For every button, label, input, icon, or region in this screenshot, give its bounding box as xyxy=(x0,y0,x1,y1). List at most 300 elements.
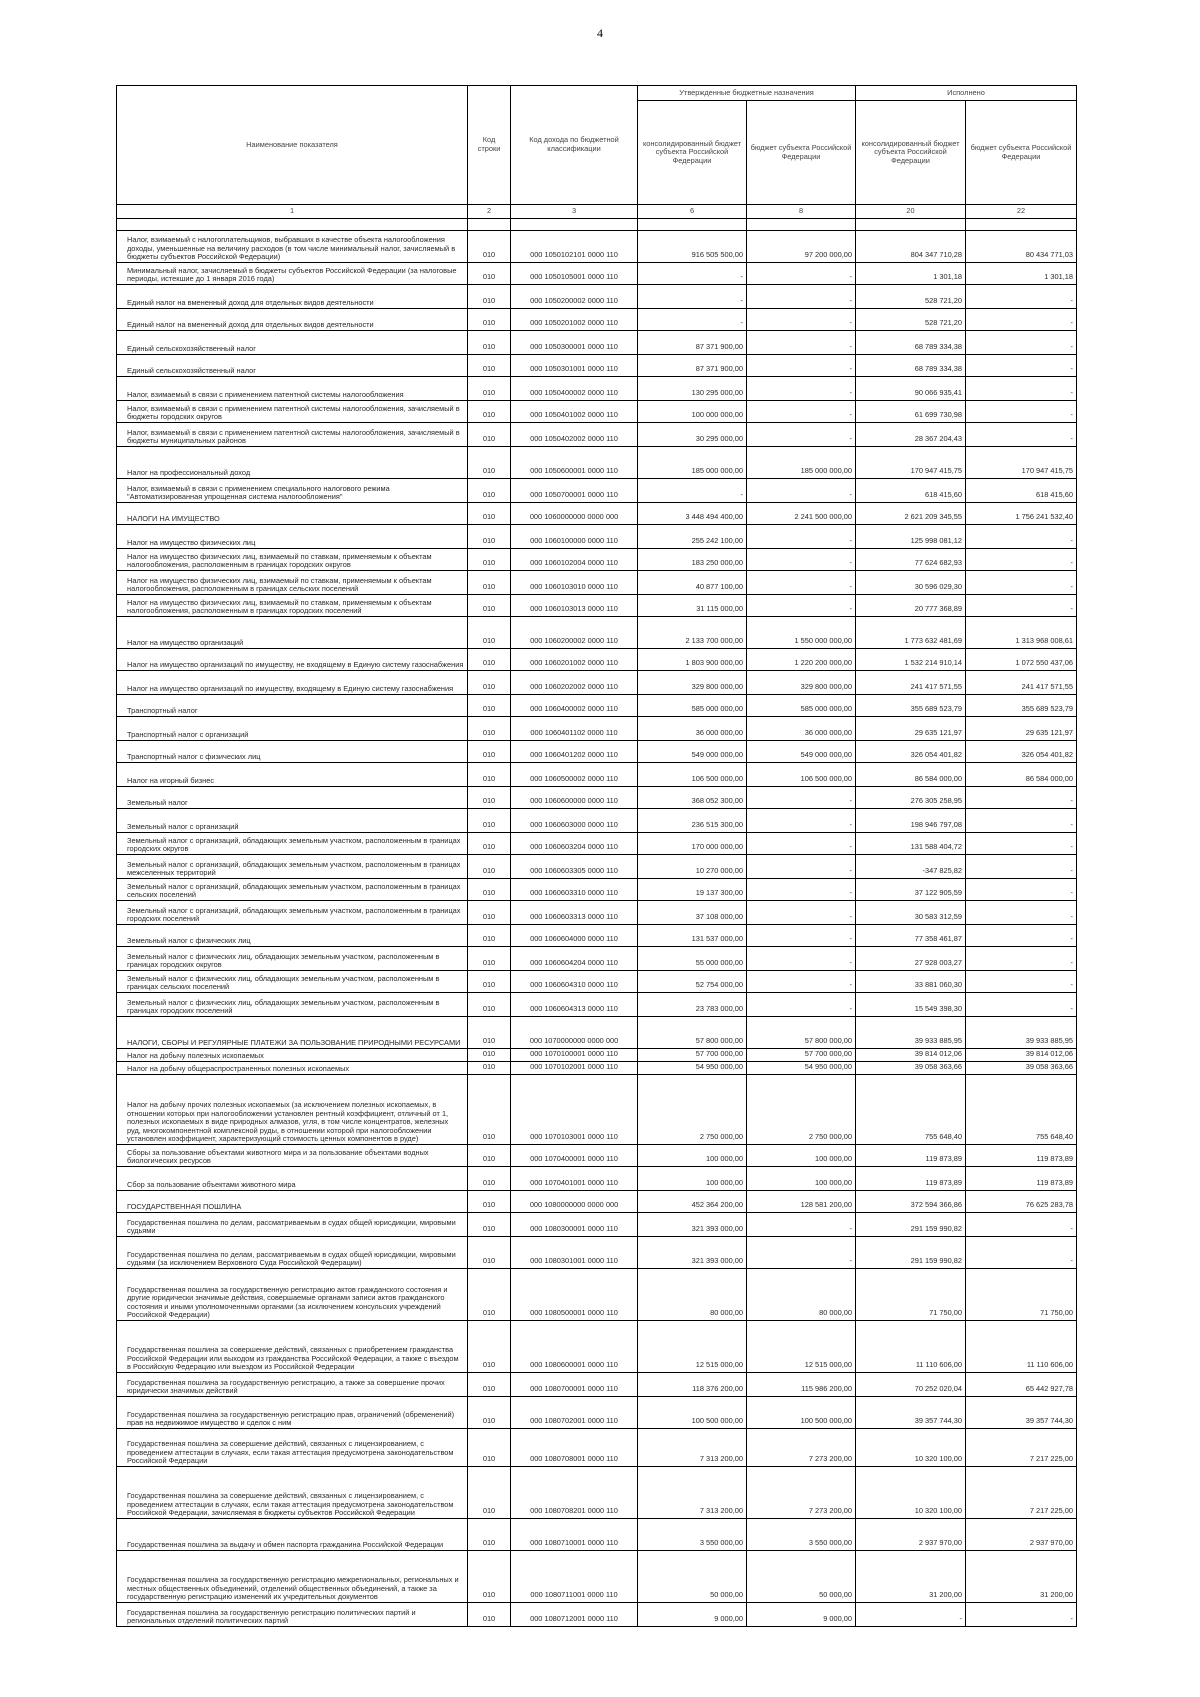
table-row xyxy=(117,401,1077,423)
executed-subject-cell: - xyxy=(966,401,1077,423)
approved-consolidated-cell: 36 000 000,00 xyxy=(638,717,747,741)
row-kbk-cell: 000 1050200002 0000 110 xyxy=(511,285,638,309)
executed-subject-cell: - xyxy=(966,549,1077,571)
approved-consolidated-cell: 100 000 000,00 xyxy=(638,401,747,423)
approved-subject-cell: 3 550 000,00 xyxy=(747,1519,856,1551)
row-name-cell: Налог на имущество физических лиц xyxy=(117,525,468,549)
row-name-cell: Земельный налог с физических лиц xyxy=(117,925,468,947)
row-kbk-cell: 000 1060603310 0000 110 xyxy=(511,879,638,901)
table-row xyxy=(117,1321,1077,1373)
row-kbk-cell: 000 1060603305 0000 110 xyxy=(511,855,638,879)
table-row xyxy=(117,695,1077,717)
executed-consolidated-cell: 119 873,89 xyxy=(856,1145,966,1167)
column-number: 1 xyxy=(117,205,468,219)
executed-consolidated-cell: 119 873,89 xyxy=(856,1167,966,1191)
row-name-cell: Налог на имущество физических лиц, взимаемый по ставкам, применяемым к объектам налогообложения, расположенным в границах городских поселений xyxy=(117,595,468,617)
row-kbk-cell: 000 1080710001 0000 110 xyxy=(511,1519,638,1551)
executed-subject-cell: 755 648,40 xyxy=(966,1075,1077,1145)
approved-consolidated-cell: 3 448 494 400,00 xyxy=(638,503,747,525)
executed-subject-cell: - xyxy=(966,1603,1077,1627)
table-row xyxy=(117,1213,1077,1237)
row-kbk-cell: 000 1070102001 0000 110 xyxy=(511,1062,638,1075)
approved-consolidated-cell: 40 877 100,00 xyxy=(638,571,747,595)
approved-subject-cell: - xyxy=(747,549,856,571)
executed-consolidated-cell: 170 947 415,75 xyxy=(856,447,966,479)
row-name-cell: НАЛОГИ, СБОРЫ И РЕГУЛЯРНЫЕ ПЛАТЕЖИ ЗА ПОЛЬЗОВАНИЕ ПРИРОДНЫМИ РЕСУРСАМИ xyxy=(117,1017,468,1049)
row-code-cell: 010 xyxy=(468,595,511,617)
approved-consolidated-cell: - xyxy=(638,479,747,503)
approved-subject-cell: - xyxy=(747,901,856,925)
row-kbk-cell: 000 1060401102 0000 110 xyxy=(511,717,638,741)
approved-subject-cell: 50 000,00 xyxy=(747,1551,856,1603)
table-header xyxy=(117,86,1077,219)
approved-consolidated-cell: - xyxy=(638,285,747,309)
row-name-cell: Сбор за пользование объектами животного мира xyxy=(117,1167,468,1191)
row-kbk-cell: 000 1060103013 0000 110 xyxy=(511,595,638,617)
row-kbk-cell: 000 1050400002 0000 110 xyxy=(511,377,638,401)
row-kbk-cell: 000 1070400001 0000 110 xyxy=(511,1145,638,1167)
row-code-cell: 010 xyxy=(468,401,511,423)
row-code-cell: 010 xyxy=(468,993,511,1017)
row-name-cell: Земельный налог с физических лиц, обладающих земельным участком, расположенным в границах городских поселений xyxy=(117,993,468,1017)
row-code-cell: 010 xyxy=(468,833,511,855)
executed-subject-cell: 65 442 927,78 xyxy=(966,1373,1077,1397)
approved-subject-cell: 57 700 000,00 xyxy=(747,1049,856,1062)
approved-consolidated-cell: 50 000,00 xyxy=(638,1551,747,1603)
executed-subject-cell: 1 313 968 008,61 xyxy=(966,617,1077,649)
row-code-cell: 010 xyxy=(468,377,511,401)
executed-consolidated-cell: 70 252 020,04 xyxy=(856,1373,966,1397)
approved-consolidated-cell: 916 505 500,00 xyxy=(638,231,747,263)
table-row xyxy=(117,549,1077,571)
row-kbk-cell: 000 1060401202 0000 110 xyxy=(511,741,638,763)
column-number: 20 xyxy=(856,205,966,219)
approved-subject-cell: - xyxy=(747,947,856,971)
row-kbk-cell: 000 1080712001 0000 110 xyxy=(511,1603,638,1627)
executed-subject-cell: - xyxy=(966,1237,1077,1269)
approved-subject-cell: 585 000 000,00 xyxy=(747,695,856,717)
row-code-cell: 010 xyxy=(468,763,511,787)
approved-subject-cell: - xyxy=(747,479,856,503)
header-executed-subject: бюджет субъекта Российской Федерации xyxy=(966,101,1077,205)
row-name-cell: Минимальный налог, зачисляемый в бюджеты субъектов Российской Федерации (за налоговые периоды, истекшие до 1 января 2016 года) xyxy=(117,263,468,285)
approved-subject-cell: - xyxy=(747,855,856,879)
executed-consolidated-cell: 29 635 121,97 xyxy=(856,717,966,741)
row-kbk-cell: 000 1080702001 0000 110 xyxy=(511,1397,638,1429)
row-name-cell: Налог на добычу прочих полезных ископаемых (за исключением полезных ископаемых, в отношении которых при налогообложении установлен рентный коэффициент, отличный от 1, полезных ископаемых в виде природных алмазов, угля, в том числе концентратов, железных руд, многокомпонентной комплексной руды, в отношении которой при налогообложении установлен коэффициент, характеризующий стоимость ценных компонентов в руде) xyxy=(117,1075,468,1145)
executed-subject-cell: 39 933 885,95 xyxy=(966,1017,1077,1049)
executed-consolidated-cell: 291 159 990,82 xyxy=(856,1237,966,1269)
row-code-cell: 010 xyxy=(468,231,511,263)
approved-consolidated-cell: 52 754 000,00 xyxy=(638,971,747,993)
executed-consolidated-cell: 198 946 797,08 xyxy=(856,809,966,833)
row-code-cell: 010 xyxy=(468,525,511,549)
row-name-cell: Земельный налог с организаций, обладающих земельным участком, расположенным в границах городских округов xyxy=(117,833,468,855)
executed-subject-cell: - xyxy=(966,993,1077,1017)
executed-subject-cell: 39 357 744,30 xyxy=(966,1397,1077,1429)
approved-subject-cell: - xyxy=(747,309,856,331)
table-row xyxy=(117,285,1077,309)
approved-subject-cell: - xyxy=(747,833,856,855)
row-kbk-cell: 000 1070000000 0000 000 xyxy=(511,1017,638,1049)
approved-subject-cell: 97 200 000,00 xyxy=(747,231,856,263)
executed-consolidated-cell: 528 721,20 xyxy=(856,309,966,331)
row-name-cell: Государственная пошлина за совершение действий, связанных с лицензированием, с проведением аттестации в случаях, если такая аттестация предусмотрена законодательством Российской Федерации, зачисляемая в бюджеты субъектов Российской Федерации xyxy=(117,1467,468,1519)
row-name-cell: Государственная пошлина по делам, рассматриваемым в судах общей юрисдикции, мировыми судьями xyxy=(117,1213,468,1237)
executed-consolidated-cell: 61 699 730,98 xyxy=(856,401,966,423)
row-code-cell: 010 xyxy=(468,1397,511,1429)
row-kbk-cell: 000 1050300001 0000 110 xyxy=(511,331,638,355)
approved-subject-cell: - xyxy=(747,971,856,993)
approved-consolidated-cell: 321 393 000,00 xyxy=(638,1213,747,1237)
row-name-cell: Единый налог на вмененный доход для отдельных видов деятельности xyxy=(117,309,468,331)
row-kbk-cell: 000 1050600001 0000 110 xyxy=(511,447,638,479)
approved-subject-cell: - xyxy=(747,377,856,401)
executed-consolidated-cell: 28 367 204,43 xyxy=(856,423,966,447)
row-kbk-cell: 000 1080708201 0000 110 xyxy=(511,1467,638,1519)
executed-subject-cell: - xyxy=(966,571,1077,595)
row-kbk-cell: 000 1060603313 0000 110 xyxy=(511,901,638,925)
executed-subject-cell: 86 584 000,00 xyxy=(966,763,1077,787)
row-name-cell: НАЛОГИ НА ИМУЩЕСТВО xyxy=(117,503,468,525)
table-row xyxy=(117,901,1077,925)
row-code-cell: 010 xyxy=(468,1551,511,1603)
approved-subject-cell: - xyxy=(747,525,856,549)
row-code-cell: 010 xyxy=(468,1075,511,1145)
approved-consolidated-cell: 185 000 000,00 xyxy=(638,447,747,479)
row-name-cell: Налог на имущество физических лиц, взимаемый по ставкам, применяемым к объектам налогообложения, расположенным в границах сельских поселений xyxy=(117,571,468,595)
approved-consolidated-cell: 55 000 000,00 xyxy=(638,947,747,971)
table-row xyxy=(117,231,1077,263)
approved-subject-cell: 2 241 500 000,00 xyxy=(747,503,856,525)
executed-consolidated-cell: 2 937 970,00 xyxy=(856,1519,966,1551)
approved-consolidated-cell: 236 515 300,00 xyxy=(638,809,747,833)
executed-consolidated-cell: - xyxy=(856,1603,966,1627)
row-name-cell: Налог на добычу полезных ископаемых xyxy=(117,1049,468,1062)
executed-subject-cell: 119 873,89 xyxy=(966,1167,1077,1191)
approved-consolidated-cell: 37 108 000,00 xyxy=(638,901,747,925)
executed-consolidated-cell: 86 584 000,00 xyxy=(856,763,966,787)
row-name-cell: Земельный налог с организаций xyxy=(117,809,468,833)
row-kbk-cell: 000 1050700001 0000 110 xyxy=(511,479,638,503)
approved-consolidated-cell: 57 800 000,00 xyxy=(638,1017,747,1049)
approved-consolidated-cell: 2 750 000,00 xyxy=(638,1075,747,1145)
header-name: Наименование показателя xyxy=(117,86,468,205)
row-code-cell: 010 xyxy=(468,1373,511,1397)
approved-subject-cell: 7 273 200,00 xyxy=(747,1429,856,1467)
executed-consolidated-cell: 37 122 905,59 xyxy=(856,879,966,901)
row-name-cell: Государственная пошлина за выдачу и обмен паспорта гражданина Российской Федерации xyxy=(117,1519,468,1551)
approved-consolidated-cell: 329 800 000,00 xyxy=(638,671,747,695)
row-kbk-cell: 000 1060201002 0000 110 xyxy=(511,649,638,671)
executed-consolidated-cell: 291 159 990,82 xyxy=(856,1213,966,1237)
row-name-cell: Налог на имущество физических лиц, взимаемый по ставкам, применяемым к объектам налогообложения, расположенным в границах городских округов xyxy=(117,549,468,571)
row-name-cell: Земельный налог xyxy=(117,787,468,809)
executed-consolidated-cell: 372 594 366,86 xyxy=(856,1191,966,1213)
row-code-cell: 010 xyxy=(468,1429,511,1467)
row-code-cell: 010 xyxy=(468,925,511,947)
row-code-cell: 010 xyxy=(468,855,511,879)
row-name-cell: Государственная пошлина за совершение действий, связанных с приобретением гражданства Российской Федерации или выходом из гражданства Российской Федерации, а также с въездом в Российскую Федерацию или выездом из Российской Федерации xyxy=(117,1321,468,1373)
approved-consolidated-cell: - xyxy=(638,309,747,331)
row-code-cell: 010 xyxy=(468,947,511,971)
row-code-cell: 010 xyxy=(468,879,511,901)
table-row xyxy=(117,595,1077,617)
row-code-cell: 010 xyxy=(468,1237,511,1269)
executed-consolidated-cell: 39 058 363,66 xyxy=(856,1062,966,1075)
executed-subject-cell: - xyxy=(966,901,1077,925)
row-kbk-cell: 000 1080708001 0000 110 xyxy=(511,1429,638,1467)
executed-consolidated-cell: 39 933 885,95 xyxy=(856,1017,966,1049)
budget-execution-table xyxy=(116,85,1077,1627)
table-row xyxy=(117,1551,1077,1603)
row-name-cell: Единый сельскохозяйственный налог xyxy=(117,331,468,355)
executed-subject-cell: 2 937 970,00 xyxy=(966,1519,1077,1551)
table-row xyxy=(117,1145,1077,1167)
executed-consolidated-cell: 276 305 258,95 xyxy=(856,787,966,809)
executed-subject-cell: - xyxy=(966,971,1077,993)
executed-consolidated-cell: 755 648,40 xyxy=(856,1075,966,1145)
row-name-cell: Земельный налог с организаций, обладающих земельным участком, расположенным в границах городских поселений xyxy=(117,901,468,925)
row-name-cell: Налог на имущество организаций xyxy=(117,617,468,649)
row-name-cell: Налог, взимаемый в связи с применением патентной системы налогообложения xyxy=(117,377,468,401)
row-name-cell: Налог, взимаемый в связи с применением патентной системы налогообложения, зачисляемый в бюджеты городских округов xyxy=(117,401,468,423)
executed-subject-cell: - xyxy=(966,833,1077,855)
executed-consolidated-cell: 68 789 334,38 xyxy=(856,331,966,355)
table-row xyxy=(117,617,1077,649)
column-number: 8 xyxy=(747,205,856,219)
executed-subject-cell: 355 689 523,79 xyxy=(966,695,1077,717)
row-code-cell: 010 xyxy=(468,285,511,309)
approved-subject-cell: - xyxy=(747,571,856,595)
approved-subject-cell: - xyxy=(747,331,856,355)
approved-consolidated-cell: 118 376 200,00 xyxy=(638,1373,747,1397)
approved-subject-cell: - xyxy=(747,993,856,1017)
table-row xyxy=(117,971,1077,993)
row-name-cell: Транспортный налог xyxy=(117,695,468,717)
approved-consolidated-cell: 23 783 000,00 xyxy=(638,993,747,1017)
approved-consolidated-cell: 549 000 000,00 xyxy=(638,741,747,763)
row-kbk-cell: 000 1060604313 0000 110 xyxy=(511,993,638,1017)
row-kbk-cell: 000 1070401001 0000 110 xyxy=(511,1167,638,1191)
table-row xyxy=(117,503,1077,525)
row-code-cell: 010 xyxy=(468,1269,511,1321)
row-kbk-cell: 000 1060500002 0000 110 xyxy=(511,763,638,787)
row-code-cell: 010 xyxy=(468,549,511,571)
executed-consolidated-cell: 71 750,00 xyxy=(856,1269,966,1321)
column-number-row xyxy=(117,205,1077,219)
executed-subject-cell: - xyxy=(966,787,1077,809)
executed-subject-cell: 39 058 363,66 xyxy=(966,1062,1077,1075)
approved-consolidated-cell: 585 000 000,00 xyxy=(638,695,747,717)
executed-consolidated-cell: 131 588 404,72 xyxy=(856,833,966,855)
row-kbk-cell: 000 1060103010 0000 110 xyxy=(511,571,638,595)
table-row xyxy=(117,671,1077,695)
executed-consolidated-cell: 10 320 100,00 xyxy=(856,1429,966,1467)
executed-consolidated-cell: 31 200,00 xyxy=(856,1551,966,1603)
row-kbk-cell: 000 1050301001 0000 110 xyxy=(511,355,638,377)
row-kbk-cell: 000 1070100001 0000 110 xyxy=(511,1049,638,1062)
row-kbk-cell: 000 1060000000 0000 000 xyxy=(511,503,638,525)
row-kbk-cell: 000 1080600001 0000 110 xyxy=(511,1321,638,1373)
table-row xyxy=(117,447,1077,479)
row-name-cell: Транспортный налог с организаций xyxy=(117,717,468,741)
approved-subject-cell: 106 500 000,00 xyxy=(747,763,856,787)
approved-consolidated-cell: 7 313 200,00 xyxy=(638,1429,747,1467)
row-code-cell: 010 xyxy=(468,1167,511,1191)
executed-consolidated-cell: 77 358 461,87 xyxy=(856,925,966,947)
table-row xyxy=(117,423,1077,447)
executed-consolidated-cell: 39 357 744,30 xyxy=(856,1397,966,1429)
approved-subject-cell: 100 000,00 xyxy=(747,1145,856,1167)
table-row xyxy=(117,763,1077,787)
executed-subject-cell: 76 625 283,78 xyxy=(966,1191,1077,1213)
table-row xyxy=(117,1062,1077,1075)
approved-consolidated-cell: 2 133 700 000,00 xyxy=(638,617,747,649)
approved-subject-cell: 329 800 000,00 xyxy=(747,671,856,695)
row-code-cell: 010 xyxy=(468,571,511,595)
executed-consolidated-cell: 27 928 003,27 xyxy=(856,947,966,971)
executed-consolidated-cell: 68 789 334,38 xyxy=(856,355,966,377)
row-kbk-cell: 000 1050201002 0000 110 xyxy=(511,309,638,331)
approved-consolidated-cell: 100 000,00 xyxy=(638,1167,747,1191)
row-kbk-cell: 000 1070103001 0000 110 xyxy=(511,1075,638,1145)
approved-consolidated-cell: 170 000 000,00 xyxy=(638,833,747,855)
executed-consolidated-cell: 528 721,20 xyxy=(856,285,966,309)
row-name-cell: Государственная пошлина по делам, рассматриваемым в судах общей юрисдикции, мировыми судьями (за исключением Верховного Суда Российской Федерации) xyxy=(117,1237,468,1269)
approved-consolidated-cell: 9 000,00 xyxy=(638,1603,747,1627)
executed-subject-cell: - xyxy=(966,423,1077,447)
approved-consolidated-cell: 130 295 000,00 xyxy=(638,377,747,401)
row-kbk-cell: 000 1060604310 0000 110 xyxy=(511,971,638,993)
approved-subject-cell: 128 581 200,00 xyxy=(747,1191,856,1213)
executed-consolidated-cell: 1 532 214 910,14 xyxy=(856,649,966,671)
row-name-cell: Налог, взимаемый в связи с применением патентной системы налогообложения, зачисляемый в бюджеты муниципальных районов xyxy=(117,423,468,447)
row-name-cell: Сборы за пользование объектами животного мира и за пользование объектами водных биологических ресурсов xyxy=(117,1145,468,1167)
executed-consolidated-cell: 30 596 029,30 xyxy=(856,571,966,595)
approved-subject-cell: - xyxy=(747,423,856,447)
approved-subject-cell: - xyxy=(747,595,856,617)
executed-subject-cell: 11 110 606,00 xyxy=(966,1321,1077,1373)
row-kbk-cell: 000 1060202002 0000 110 xyxy=(511,671,638,695)
row-code-cell: 010 xyxy=(468,1062,511,1075)
row-code-cell: 010 xyxy=(468,717,511,741)
executed-subject-cell: - xyxy=(966,809,1077,833)
approved-subject-cell: - xyxy=(747,1213,856,1237)
table-row xyxy=(117,1519,1077,1551)
approved-consolidated-cell: 10 270 000,00 xyxy=(638,855,747,879)
table-row xyxy=(117,1191,1077,1213)
table-row xyxy=(117,1075,1077,1145)
row-code-cell: 010 xyxy=(468,263,511,285)
spacer-row xyxy=(117,219,1077,231)
header-kbk: Код дохода по бюджетной классификации xyxy=(511,86,638,205)
row-code-cell: 010 xyxy=(468,479,511,503)
approved-subject-cell: 54 950 000,00 xyxy=(747,1062,856,1075)
table-row xyxy=(117,947,1077,971)
table-row xyxy=(117,1467,1077,1519)
executed-consolidated-cell: 241 417 571,55 xyxy=(856,671,966,695)
approved-subject-cell: 100 000,00 xyxy=(747,1167,856,1191)
approved-subject-cell: 115 986 200,00 xyxy=(747,1373,856,1397)
row-code-cell: 010 xyxy=(468,617,511,649)
row-code-cell: 010 xyxy=(468,971,511,993)
executed-subject-cell: 31 200,00 xyxy=(966,1551,1077,1603)
approved-consolidated-cell: 19 137 300,00 xyxy=(638,879,747,901)
approved-consolidated-cell: 1 803 900 000,00 xyxy=(638,649,747,671)
row-kbk-cell: 000 1050401002 0000 110 xyxy=(511,401,638,423)
approved-consolidated-cell: 12 515 000,00 xyxy=(638,1321,747,1373)
header-executed-group: Исполнено xyxy=(856,86,1077,101)
row-kbk-cell: 000 1060102004 0000 110 xyxy=(511,549,638,571)
executed-subject-cell: 618 415,60 xyxy=(966,479,1077,503)
executed-subject-cell: 80 434 771,03 xyxy=(966,231,1077,263)
executed-subject-cell: - xyxy=(966,377,1077,401)
approved-consolidated-cell: 368 052 300,00 xyxy=(638,787,747,809)
row-code-cell: 010 xyxy=(468,503,511,525)
row-name-cell: Налог на профессиональный доход xyxy=(117,447,468,479)
table-row xyxy=(117,355,1077,377)
row-name-cell: Государственная пошлина за государственную регистрацию политических партий и региональных отделений политических партий xyxy=(117,1603,468,1627)
row-code-cell: 010 xyxy=(468,331,511,355)
executed-subject-cell: 1 301,18 xyxy=(966,263,1077,285)
approved-subject-cell: - xyxy=(747,285,856,309)
table-body xyxy=(117,219,1077,1627)
executed-consolidated-cell: 39 814 012,06 xyxy=(856,1049,966,1062)
executed-subject-cell: 29 635 121,97 xyxy=(966,717,1077,741)
row-code-cell: 010 xyxy=(468,1321,511,1373)
column-number: 22 xyxy=(966,205,1077,219)
row-code-cell: 010 xyxy=(468,1191,511,1213)
table-row xyxy=(117,1603,1077,1627)
approved-consolidated-cell: 54 950 000,00 xyxy=(638,1062,747,1075)
row-kbk-cell: 000 1060604204 0000 110 xyxy=(511,947,638,971)
executed-consolidated-cell: 90 066 935,41 xyxy=(856,377,966,401)
approved-subject-cell: - xyxy=(747,787,856,809)
approved-consolidated-cell: 321 393 000,00 xyxy=(638,1237,747,1269)
row-name-cell: Государственная пошлина за государственную регистрацию актов гражданского состояния и другие юридически значимые действия, совершаемые органами записи актов гражданского состояния и иными уполномоченными органами (за исключением консульских учреждений Российской Федерации) xyxy=(117,1269,468,1321)
row-kbk-cell: 000 1080000000 0000 000 xyxy=(511,1191,638,1213)
row-code-cell: 010 xyxy=(468,1603,511,1627)
column-number: 3 xyxy=(511,205,638,219)
approved-consolidated-cell: 255 242 100,00 xyxy=(638,525,747,549)
page-number: 4 xyxy=(597,26,603,40)
approved-consolidated-cell: 31 115 000,00 xyxy=(638,595,747,617)
executed-consolidated-cell: 33 881 060,30 xyxy=(856,971,966,993)
row-code-cell: 010 xyxy=(468,787,511,809)
row-kbk-cell: 000 1060100000 0000 110 xyxy=(511,525,638,549)
approved-subject-cell: 1 220 200 000,00 xyxy=(747,649,856,671)
executed-subject-cell: 170 947 415,75 xyxy=(966,447,1077,479)
executed-subject-cell: 326 054 401,82 xyxy=(966,741,1077,763)
executed-subject-cell: - xyxy=(966,525,1077,549)
executed-consolidated-cell: -347 825,82 xyxy=(856,855,966,879)
table-row xyxy=(117,1049,1077,1062)
row-code-cell: 010 xyxy=(468,649,511,671)
header-code: Код строки xyxy=(468,86,511,205)
table-row xyxy=(117,833,1077,855)
executed-subject-cell: 1 072 550 437,06 xyxy=(966,649,1077,671)
approved-subject-cell: 2 750 000,00 xyxy=(747,1075,856,1145)
row-name-cell: Земельный налог с организаций, обладающих земельным участком, расположенным в границах межселенных территорий xyxy=(117,855,468,879)
table-row xyxy=(117,525,1077,549)
row-code-cell: 010 xyxy=(468,355,511,377)
executed-consolidated-cell: 15 549 398,30 xyxy=(856,993,966,1017)
table-row xyxy=(117,1167,1077,1191)
row-name-cell: Земельный налог с физических лиц, обладающих земельным участком, расположенным в границах сельских поселений xyxy=(117,971,468,993)
approved-subject-cell: 100 500 000,00 xyxy=(747,1397,856,1429)
column-number: 6 xyxy=(638,205,747,219)
